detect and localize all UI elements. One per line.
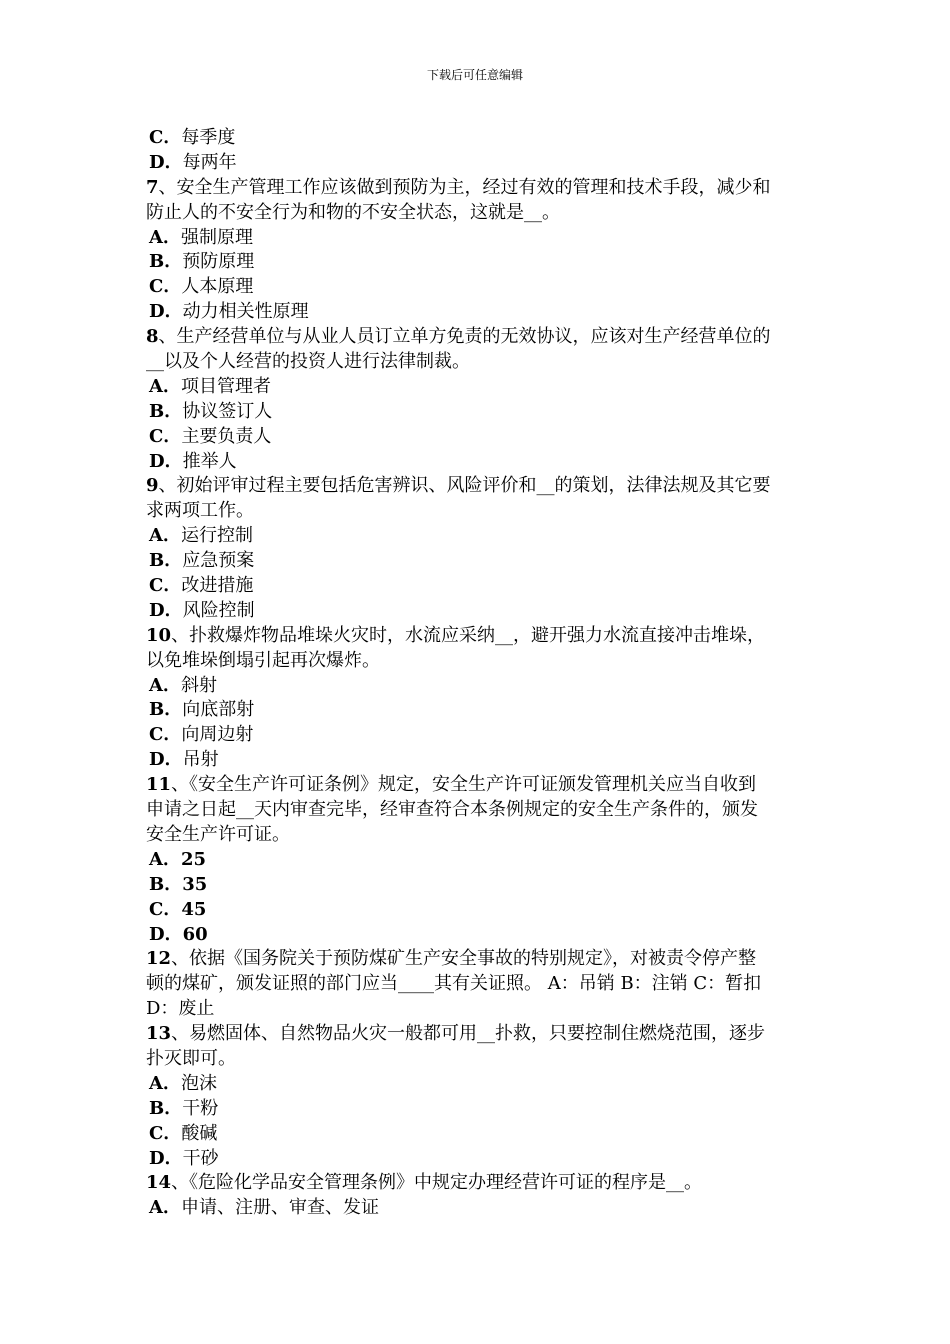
option-label: B． bbox=[149, 400, 183, 422]
question-line bbox=[146, 350, 810, 375]
question-line bbox=[146, 624, 810, 649]
option-line bbox=[146, 599, 810, 624]
option-line bbox=[146, 723, 810, 748]
question-number: 7 bbox=[146, 176, 159, 198]
option-text: 申请、注册、审查、发证 bbox=[180, 1197, 379, 1219]
option-text: 每季度 bbox=[181, 127, 236, 148]
option-label: B． bbox=[149, 550, 183, 572]
option-label: A． bbox=[149, 226, 181, 248]
option-line bbox=[146, 848, 810, 873]
option-line bbox=[146, 250, 810, 275]
question-line bbox=[146, 649, 810, 674]
option-line bbox=[146, 748, 810, 773]
option-line bbox=[146, 1196, 810, 1221]
option-line bbox=[146, 549, 810, 574]
question-line bbox=[146, 997, 810, 1022]
option-text: 项目管理者 bbox=[180, 375, 271, 397]
question-text: 、依据《国务院关于预防煤矿生产安全事故的特别规定》，对被责令停产整 bbox=[171, 948, 757, 970]
question-line bbox=[146, 798, 810, 823]
option-line bbox=[146, 1097, 810, 1122]
question-line bbox=[146, 1022, 810, 1047]
option-text: 强制原理 bbox=[180, 226, 253, 248]
option-label: A． bbox=[149, 1072, 181, 1094]
option-text: 斜射 bbox=[180, 674, 217, 696]
option-text: 吊射 bbox=[182, 749, 219, 771]
option-text: 主要负责人 bbox=[181, 425, 272, 447]
question-text: __以及个人经营的投资人进行法律制裁。 bbox=[146, 351, 470, 373]
option-label: D． bbox=[149, 450, 183, 472]
option-text: 动力相关性原理 bbox=[182, 301, 309, 323]
option-text: 向周边射 bbox=[181, 724, 254, 746]
question-text: 以免堆垛倒塌引起再次爆炸。 bbox=[146, 649, 380, 671]
question-line bbox=[146, 474, 810, 499]
question-number: 12 bbox=[146, 948, 172, 970]
option-label: D． bbox=[149, 1147, 183, 1169]
option-label: A． bbox=[149, 848, 181, 870]
option-line bbox=[146, 425, 810, 450]
question-text: 扑灭即可。 bbox=[146, 1047, 236, 1069]
option-label: C． bbox=[149, 898, 182, 920]
option-label: A． bbox=[149, 525, 181, 547]
option-line bbox=[146, 574, 810, 599]
option-label: C． bbox=[149, 127, 182, 148]
option-label: D． bbox=[149, 749, 183, 771]
option-label: C． bbox=[149, 724, 182, 746]
question-text: 顿的煤矿，颁发证照的部门应当____其有关证照。 A：吊销 B：注销 C：暂扣 bbox=[146, 973, 762, 995]
option-label: C． bbox=[149, 276, 182, 298]
option-label: C． bbox=[149, 425, 182, 447]
question-number: 14 bbox=[146, 1172, 172, 1194]
question-text: 、易燃固体、自然物品火灾一般都可用__扑救，只要控制住燃烧范围，逐步 bbox=[171, 1023, 766, 1045]
option-label: C． bbox=[149, 1122, 182, 1144]
option-label: D． bbox=[149, 923, 183, 945]
option-line bbox=[146, 923, 810, 948]
question-text: 、安全生产管理工作应该做到预防为主，经过有效的管理和技术手段，减少和 bbox=[158, 176, 771, 198]
option-label: A． bbox=[149, 1197, 181, 1219]
question-number: 10 bbox=[146, 624, 172, 646]
option-text: 向底部射 bbox=[182, 699, 255, 721]
question-line bbox=[146, 1047, 810, 1072]
option-text: 风险控制 bbox=[182, 599, 255, 621]
option-label: B． bbox=[149, 699, 183, 721]
option-line bbox=[146, 275, 810, 300]
option-text: 改进措施 bbox=[181, 575, 254, 597]
option-line bbox=[146, 898, 810, 923]
question-number: 13 bbox=[146, 1023, 172, 1045]
option-label: B． bbox=[149, 873, 183, 895]
option-label: D． bbox=[149, 151, 183, 173]
option-text: 预防原理 bbox=[182, 251, 255, 273]
question-text: 申请之日起__天内审查完毕，经审查符合本条例规定的安全生产条件的，颁发 bbox=[146, 799, 758, 821]
option-text: 协议签订人 bbox=[182, 400, 273, 422]
header-note: 下载后可任意编辑 bbox=[426, 68, 523, 82]
question-text: D：废止 bbox=[146, 998, 215, 1020]
option-line bbox=[146, 300, 810, 325]
question-line bbox=[146, 325, 810, 350]
option-line bbox=[146, 151, 810, 176]
question-number: 11 bbox=[146, 774, 172, 796]
option-label: B． bbox=[149, 251, 183, 273]
option-label: A． bbox=[149, 375, 181, 397]
question-text: 、《安全生产许可证条例》规定，安全生产许可证颁发管理机关应当自收到 bbox=[171, 774, 757, 796]
option-text: 运行控制 bbox=[180, 525, 253, 547]
option-line bbox=[146, 1147, 810, 1172]
question-text: 、生产经营单位与从业人员订立单方免责的无效协议，应该对生产经营单位的 bbox=[158, 326, 771, 348]
option-line bbox=[146, 375, 810, 400]
option-label: B． bbox=[149, 1097, 183, 1119]
option-text: 推举人 bbox=[182, 450, 237, 472]
question-line bbox=[146, 972, 810, 997]
question-line bbox=[146, 201, 810, 226]
option-label: C． bbox=[149, 575, 182, 597]
question-line bbox=[146, 773, 810, 798]
option-text: 应急预案 bbox=[182, 550, 255, 572]
option-text: 干砂 bbox=[182, 1147, 219, 1169]
question-text: 、《危险化学品安全管理条例》中规定办理经营许可证的程序是__。 bbox=[171, 1172, 703, 1194]
option-label: A． bbox=[149, 674, 181, 696]
option-line bbox=[146, 674, 810, 699]
document-body bbox=[146, 126, 810, 1221]
question-number: 8 bbox=[146, 326, 159, 348]
question-number: 9 bbox=[146, 475, 159, 497]
option-line bbox=[146, 698, 810, 723]
option-text: 人本原理 bbox=[181, 276, 254, 298]
option-text: 25 bbox=[180, 848, 207, 870]
option-line bbox=[146, 126, 810, 151]
option-line bbox=[146, 1072, 810, 1097]
question-line bbox=[146, 823, 810, 848]
option-line bbox=[146, 1122, 810, 1147]
option-text: 45 bbox=[181, 898, 207, 920]
option-line bbox=[146, 450, 810, 475]
question-line bbox=[146, 499, 810, 524]
question-line bbox=[146, 1171, 810, 1196]
option-text: 酸碱 bbox=[181, 1122, 218, 1144]
question-text: 、初始评审过程主要包括危害辨识、风险评价和__的策划，法律法规及其它要 bbox=[158, 475, 771, 497]
option-text: 干粉 bbox=[182, 1097, 219, 1119]
option-text: 泡沫 bbox=[180, 1072, 217, 1094]
option-label: D． bbox=[149, 301, 183, 323]
option-line bbox=[146, 873, 810, 898]
option-line bbox=[146, 400, 810, 425]
question-text: 、扑救爆炸物品堆垛火灾时，水流应采纳__，避开强力水流直接冲击堆垛， bbox=[171, 624, 766, 646]
option-text: 每两年 bbox=[182, 151, 237, 173]
option-line bbox=[146, 226, 810, 251]
question-line bbox=[146, 947, 810, 972]
option-label: D． bbox=[149, 599, 183, 621]
option-text: 35 bbox=[182, 873, 208, 895]
question-line bbox=[146, 176, 810, 201]
option-text: 60 bbox=[182, 923, 208, 945]
question-text: 安全生产许可证。 bbox=[146, 823, 290, 845]
question-text: 防止人的不安全行为和物的不安全状态，这就是__。 bbox=[146, 201, 560, 223]
option-line bbox=[146, 524, 810, 549]
question-text: 求两项工作。 bbox=[146, 500, 254, 522]
